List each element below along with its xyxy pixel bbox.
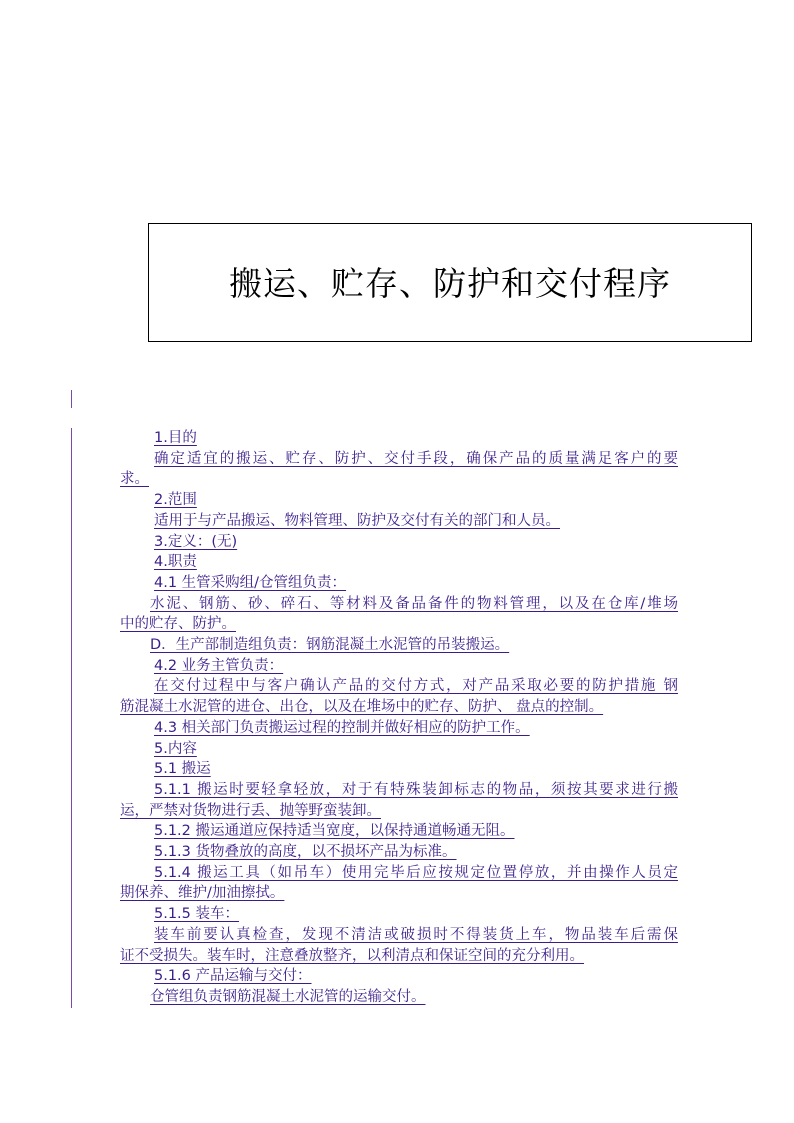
paragraph-line: 确定适宜的搬运、贮存、防护、交付手段，确保产品的质量满足客户的要 (154, 450, 678, 467)
subsection-heading: 5.1 搬运 (154, 761, 211, 778)
paragraph-line: 在交付过程中与客户确认产品的交付方式，对产品采取必要的防护措施 钢 (154, 678, 678, 695)
paragraph-line: 5.1.3 货物叠放的高度，以不损坏产品为标准。 (154, 844, 457, 861)
subsection-heading: 4.2 业务主管负责： (154, 657, 284, 674)
section-heading: 1.目的 (154, 430, 197, 446)
paragraph-line: 期保养、维护/加油擦拭。 (120, 885, 285, 902)
section-heading: 3.定义：(无) (154, 533, 238, 550)
paragraph-line: 5.1.1 搬运时要轻拿轻放，对于有特殊装卸标志的物品，须按其要求进行搬 (154, 781, 678, 798)
subsection-heading: 5.1.6 产品运输与交付： (154, 968, 312, 985)
left-margin-bar-long (71, 428, 72, 1008)
document-body (120, 428, 678, 1008)
paragraph-line: 仓管组负责钢筋混凝土水泥管的运输交付。 (150, 988, 426, 1005)
section-heading: 2.范围 (154, 492, 197, 509)
left-margin-bar-short (71, 390, 72, 408)
paragraph-line: 中的贮存、防护。 (120, 616, 236, 633)
paragraph-line: D．生产部制造组负责：钢筋混凝土水泥管的吊装搬运。 (150, 637, 510, 654)
subsection-heading: 5.1.5 装车： (154, 906, 240, 923)
paragraph-line: 适用于与产品搬运、物料管理、防护及交付有关的部门和人员。 (154, 512, 560, 529)
paragraph-line: 水泥、钢筋、砂、碎石、等材料及备品备件的物料管理，以及在仓库/堆场 (150, 595, 678, 612)
subsection-heading: 4.3 相关部门负责搬运过程的控制并做好相应的防护工作。 (154, 719, 530, 736)
document-title: 搬运、贮存、防护和交付程序 (229, 264, 671, 303)
paragraph-line: 运，严禁对货物进行丢、抛等野蛮装卸。 (120, 802, 381, 819)
paragraph-line: 装车前要认真检查，发现不清洁或破损时不得装货上车，物品装车后需保 (154, 926, 678, 943)
paragraph-line: 5.1.4 搬运工具（如吊车）使用完毕后应按规定位置停放，并由操作人员定 (154, 864, 678, 881)
paragraph-line: 5.1.2 搬运通道应保持适当宽度，以保持通道畅通无阻。 (154, 823, 515, 840)
title-box (148, 223, 752, 342)
paragraph-line: 求。 (120, 471, 149, 488)
paragraph-line: 证不受损失。装车时，注意叠放整齐，以利清点和保证空间的充分利用。 (120, 947, 584, 964)
section-heading: 4.职责 (154, 554, 197, 571)
paragraph-line: 筋混凝土水泥管的进仓、出仓，以及在堆场中的贮存、防护、 盘点的控制。 (120, 699, 604, 716)
subsection-heading: 4.1 生管采购组/仓管组负责： (154, 574, 347, 591)
section-heading: 5.内容 (154, 740, 197, 757)
